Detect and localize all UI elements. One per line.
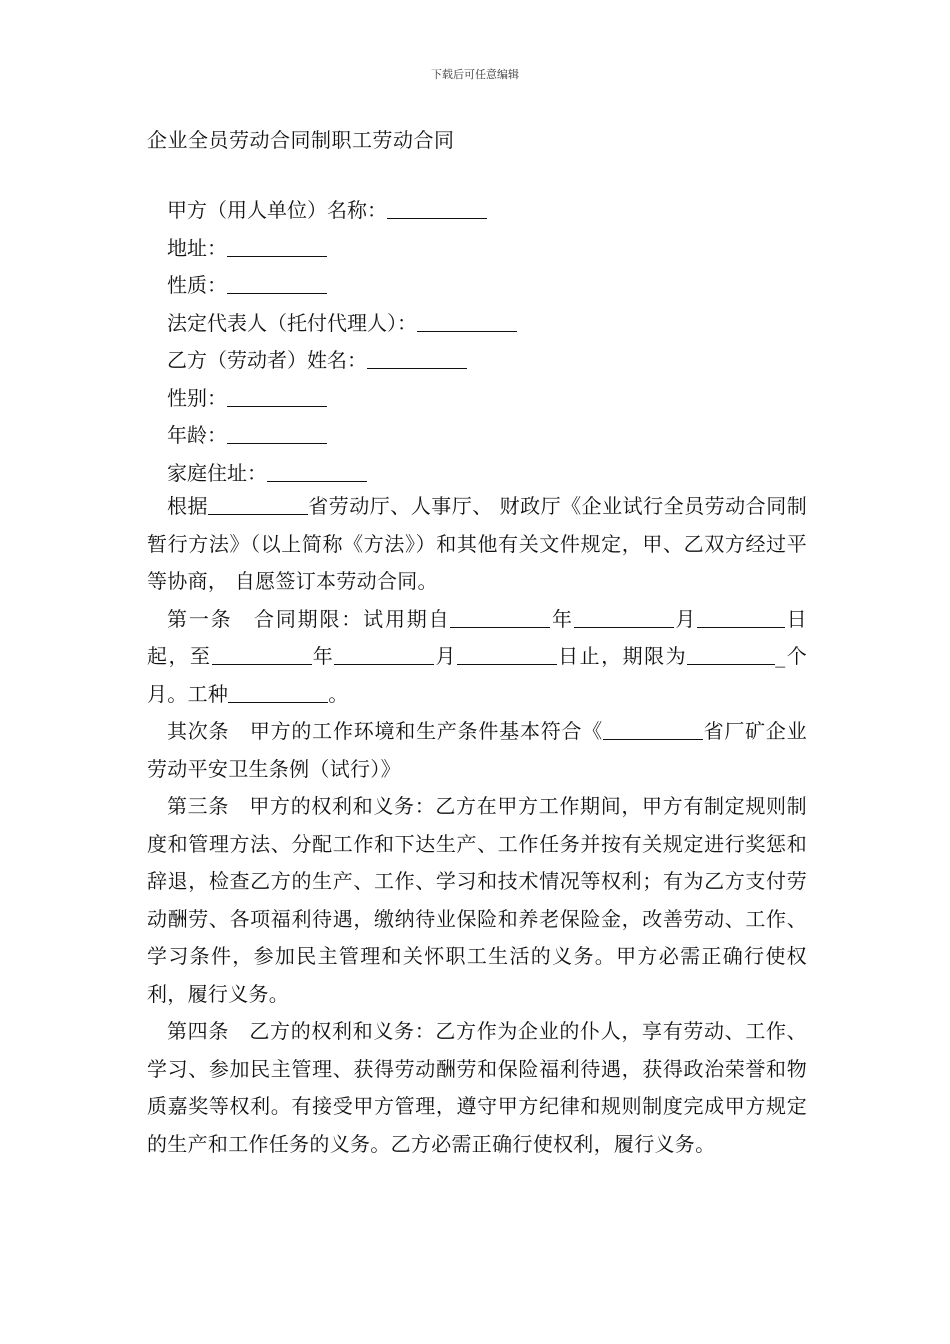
blank-line[interactable] [417, 313, 517, 332]
field-employee-name [147, 342, 807, 380]
intro-text-rest: 省劳动厅、人事厅、 财政厅《企业试行全员劳动合同制暂行方法》（以上简称《方法》）和其他有关文件规定，甲、乙双方经过平等协商， 自愿签订本劳动合同。 [147, 494, 807, 593]
article-2-heading: 其次条 [167, 719, 230, 743]
intro-paragraph [147, 488, 807, 601]
field-label: 性质： [167, 273, 227, 297]
blank-line[interactable] [450, 609, 550, 628]
document-title: 企业全员劳动合同制职工劳动合同 [147, 128, 455, 152]
article-1-text: 合同期限：试用期自 [252, 606, 451, 631]
party-fields [147, 192, 807, 492]
article-1-text: 年 [311, 644, 335, 668]
article-4-text: 乙方的权利和义务：乙方作为企业的仆人，享有劳动、工作、学习、参加民主管理、获得劳动酬劳和保险福利待遇，获得政治荣誉和物质嘉奖等权利。有接受甲方管理，遵守甲方纪律和规则制度完成甲方规定的生产和工作任务的义务。乙方必需正确行使权利，履行义务。 [147, 1019, 807, 1156]
blank-line[interactable] [228, 684, 328, 703]
blank-line[interactable] [227, 275, 327, 294]
article-3-heading: 第三条 [167, 794, 229, 818]
header-note: 下载后可任意编辑 [431, 68, 519, 81]
article-1-paragraph [147, 601, 807, 714]
field-label: 地址： [167, 235, 227, 260]
blank-line[interactable] [227, 388, 327, 407]
article-1-text: _个月。工种 [147, 644, 807, 706]
article-2-text: 省厂矿企业劳动平安卫生条例（试行）》 [147, 719, 807, 781]
blank-line[interactable] [603, 721, 703, 740]
blank-line[interactable] [367, 350, 467, 369]
intro-text-start: 根据 [167, 494, 209, 518]
field-home-address [147, 455, 807, 493]
field-label: 家庭住址： [167, 460, 267, 485]
field-label: 性别： [167, 385, 227, 410]
field-label: 乙方（劳动者）姓名： [167, 348, 367, 372]
blank-line[interactable] [208, 496, 308, 515]
field-address [147, 230, 807, 268]
article-1-text: 日止，期限为 [556, 644, 688, 668]
contract-body [147, 488, 807, 1163]
field-nature [147, 267, 807, 305]
blank-line[interactable] [687, 646, 775, 665]
article-4-heading: 第四条 [167, 1019, 229, 1043]
field-employer-name [147, 192, 807, 230]
article-1-text: 。 [328, 681, 349, 706]
article-1-text: 月 [434, 644, 457, 668]
blank-line[interactable] [227, 238, 327, 257]
article-1-text: 日起，至 [147, 606, 807, 668]
blank-line[interactable] [574, 609, 674, 628]
blank-line[interactable] [267, 463, 367, 482]
blank-line[interactable] [334, 646, 434, 665]
blank-line[interactable] [457, 646, 557, 665]
field-label: 年龄： [167, 423, 227, 447]
article-3-text: 甲方的权利和义务：乙方在甲方工作期间，甲方有制定规则制度和管理方法、分配工作和下达生产、工作任务并按有关规定进行奖惩和辞退，检查乙方的生产、工作、学习和技术情况等权利；有为乙方支付劳动酬劳、各项福利待遇，缴纳待业保险和养老保险金，改善劳动、工作、学习条件，参加民主管理和关怀职工生活的义务。甲方必需正确行使权利，履行义务。 [147, 794, 807, 1006]
blank-line[interactable] [387, 200, 487, 219]
field-legal-representative [147, 305, 807, 343]
field-label: 法定代表人（托付代理人）： [167, 310, 417, 335]
article-2-text: 甲方的工作环境和生产条件基本符合《 [249, 719, 604, 743]
blank-line[interactable] [227, 425, 327, 444]
article-3-paragraph [147, 788, 807, 1013]
field-gender [147, 380, 807, 418]
article-4-paragraph [147, 1013, 807, 1163]
field-label: 甲方（用人单位）名称： [167, 198, 387, 222]
blank-line[interactable] [212, 646, 312, 665]
blank-line[interactable] [697, 609, 785, 628]
article-1-heading: 第一条 [167, 606, 233, 631]
article-1-text: 年 [550, 606, 574, 631]
article-2-paragraph [147, 713, 807, 788]
article-1-text: 月 [673, 606, 698, 631]
field-age [147, 417, 807, 455]
